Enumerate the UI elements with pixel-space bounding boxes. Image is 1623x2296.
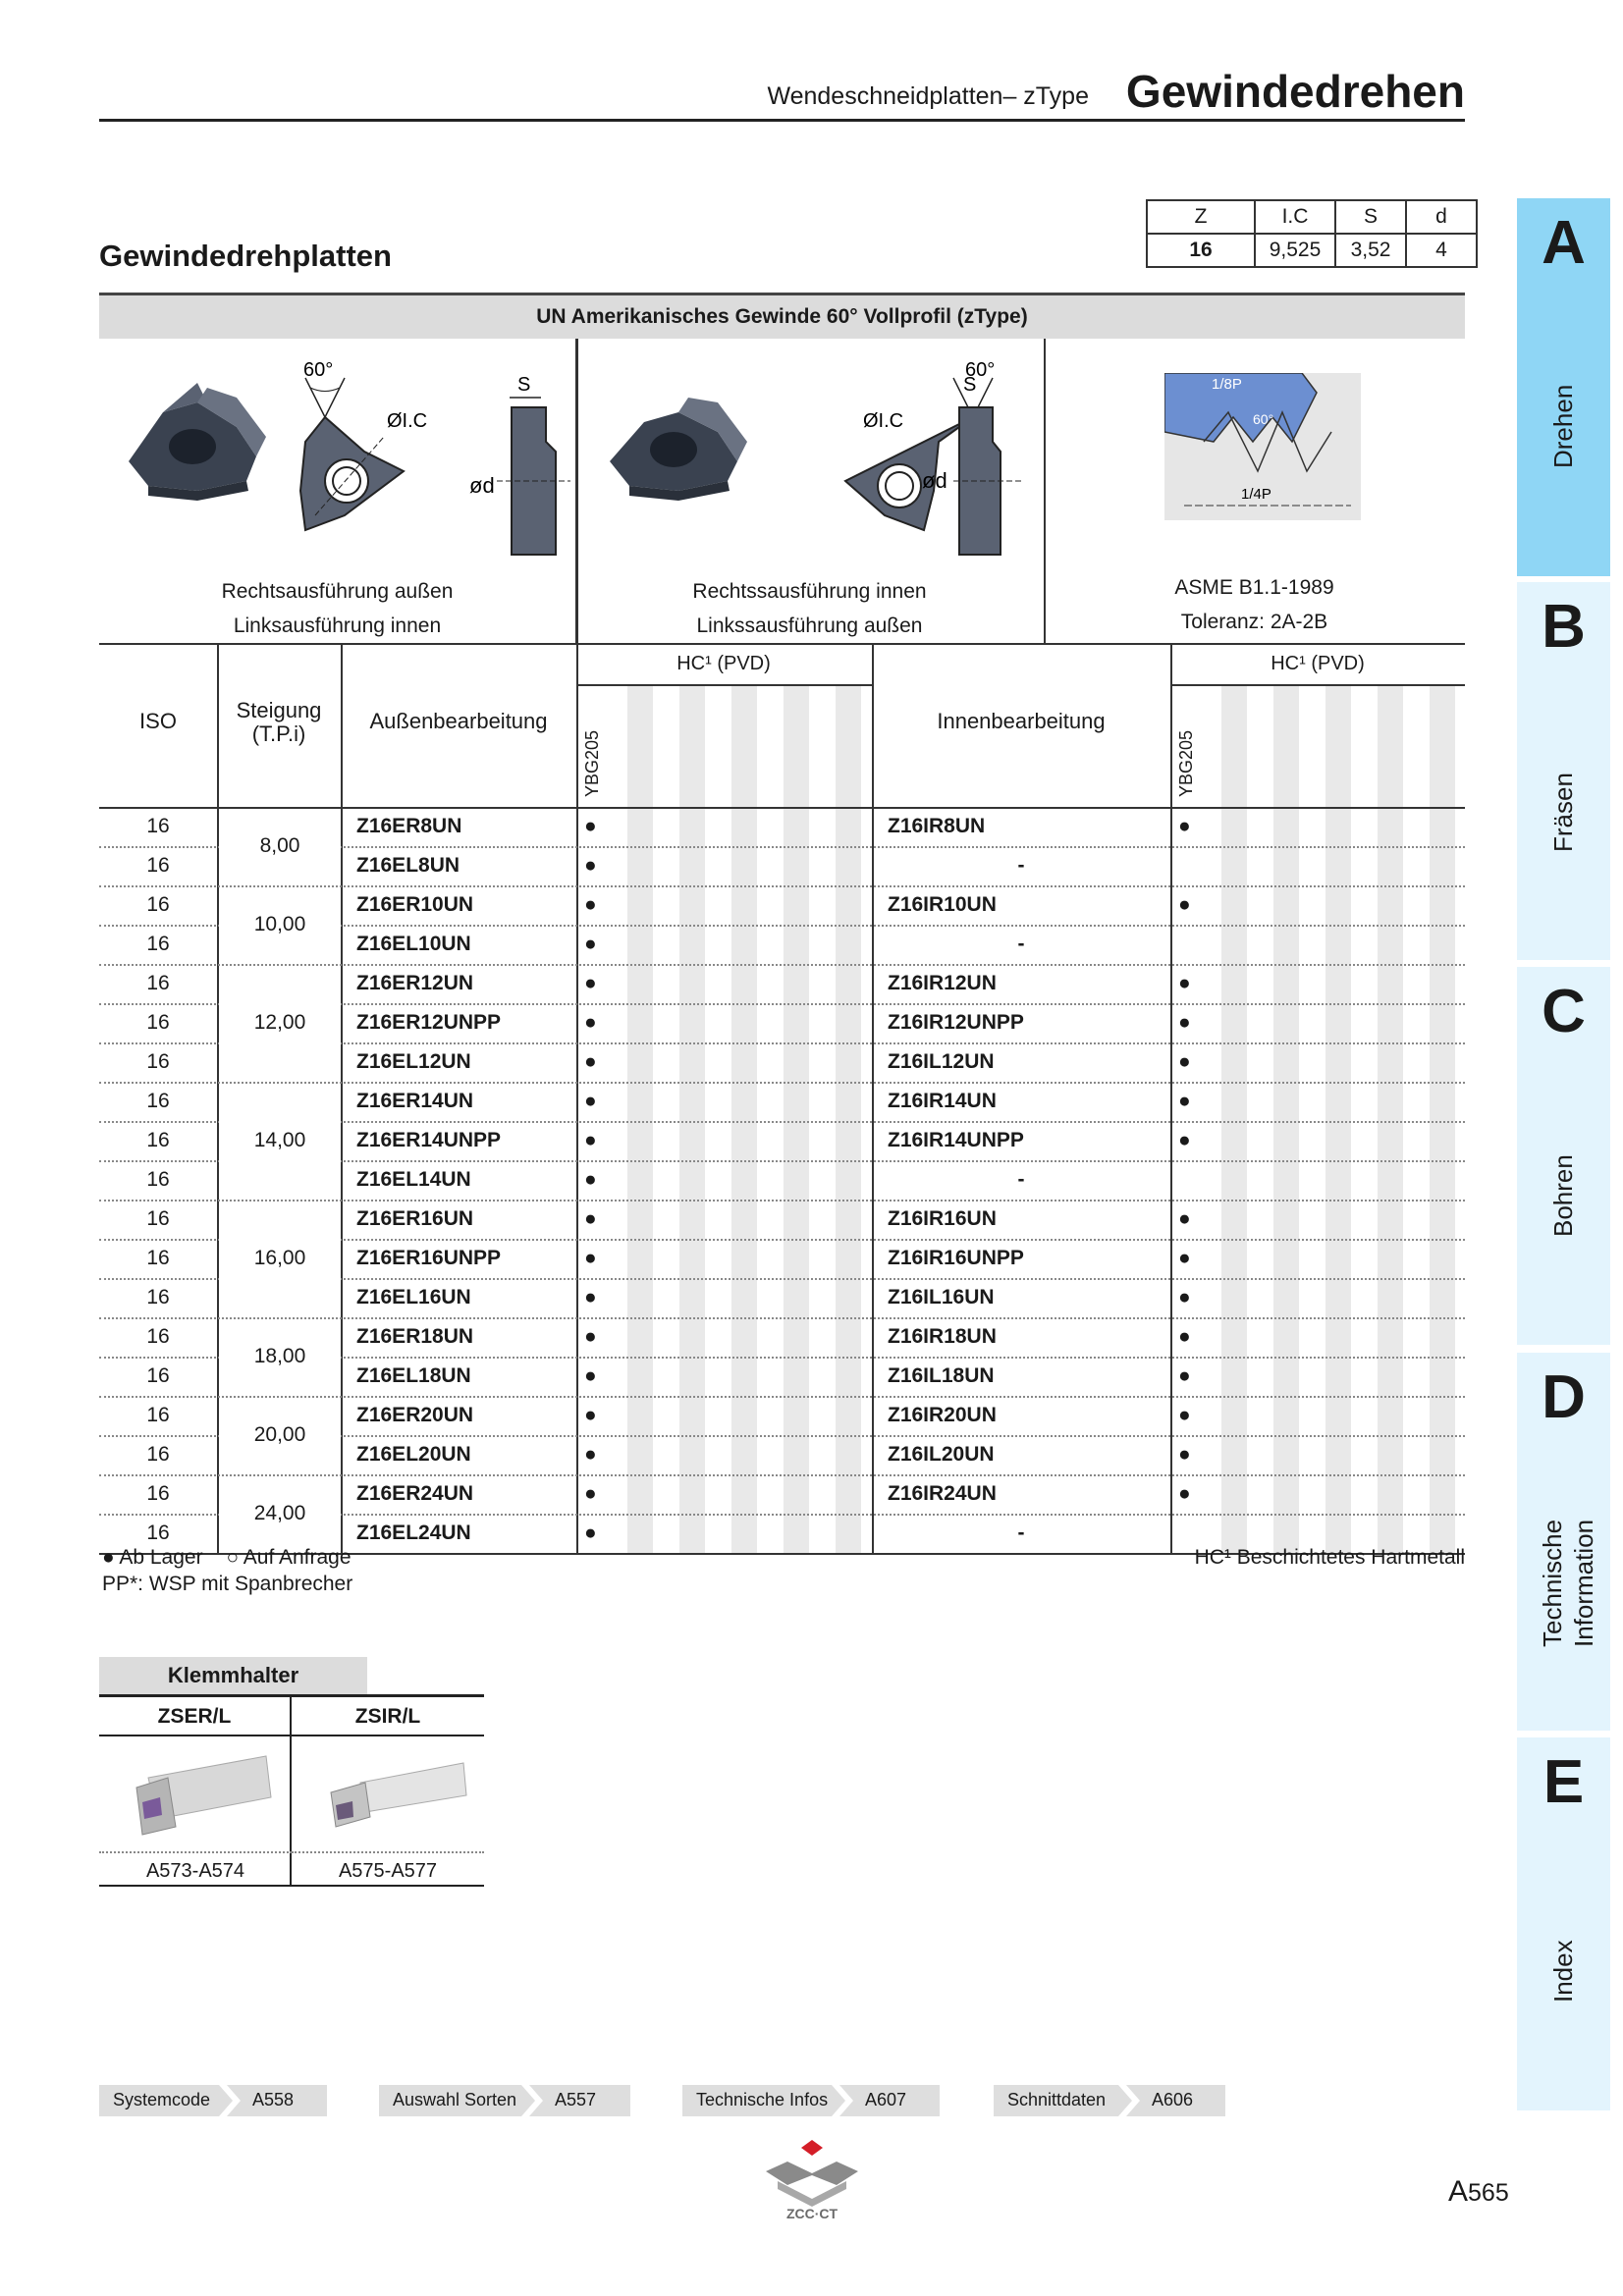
tab-technische[interactable] (1517, 1353, 1610, 1731)
caption-line: Linkssausführung außen (696, 614, 923, 637)
nav-label: Auswahl Sorten (393, 2090, 517, 2109)
caption-line: Rechtssausführung innen (692, 580, 927, 603)
tab-letter: B (1542, 593, 1586, 661)
nav-ref: A557 (555, 2090, 597, 2109)
tab-frsen[interactable] (1517, 582, 1610, 960)
iso-cell: 16 (146, 933, 170, 955)
caption-line: ASME B1.1-1989 (1174, 576, 1334, 599)
header-steigung-line: (T.P.i) (251, 721, 306, 746)
external-code-cell: Z16EL20UN (356, 1443, 471, 1466)
stock-mark: ● (584, 1404, 597, 1426)
stock-mark: ● (1178, 1247, 1191, 1269)
header-subtitle: Wendeschneidplatten– zType (767, 82, 1089, 110)
iso-cell: 16 (146, 1050, 170, 1073)
internal-code-cell: - (1017, 933, 1025, 955)
external-code-cell: Z16ER12UN (356, 972, 474, 994)
stock-mark: ● (584, 972, 597, 994)
pitch-cell: 14,00 (253, 1129, 306, 1151)
chevron-right-icon (832, 2085, 857, 2116)
page-header (99, 57, 1465, 122)
stock-mark: ● (584, 1168, 597, 1191)
chevron-right-icon (1118, 2085, 1144, 2116)
stock-mark: ● (1178, 815, 1191, 837)
iso-cell: 16 (146, 1168, 170, 1191)
stock-mark (1178, 925, 1208, 964)
spec-table (1146, 199, 1478, 268)
tab-label: Fräsen (1548, 773, 1578, 852)
svg-text:S: S (963, 374, 977, 396)
section-title: Gewindedrehplatten (99, 239, 392, 273)
iso-cell: 16 (146, 854, 170, 877)
spec-header-d: d (1406, 200, 1477, 234)
iso-cell: 16 (146, 1443, 170, 1466)
header-hc-right: HC¹ (PVD) (1271, 653, 1365, 674)
pitch-cell: 24,00 (253, 1502, 306, 1524)
caption-line: Linksausführung innen (233, 614, 442, 637)
hc-underline (1170, 684, 1465, 686)
external-code-cell: Z16EL18UN (356, 1364, 471, 1387)
pitch-cell: 18,00 (253, 1345, 306, 1367)
nav-label: Schnittdaten (1007, 2090, 1107, 2109)
chevron-right-icon (219, 2085, 244, 2116)
internal-code-cell: Z16IR24UN (888, 1482, 997, 1505)
iso-cell: 16 (146, 1129, 170, 1151)
nav-label: Systemcode (113, 2090, 211, 2109)
stock-mark: ● (584, 815, 597, 837)
external-code-cell: Z16ER24UN (356, 1482, 474, 1505)
product-table (99, 645, 1465, 1553)
holder-name: ZSER/L (99, 1697, 290, 1736)
external-code-cell: Z16ER20UN (356, 1404, 474, 1426)
stock-mark: ● (584, 1011, 597, 1034)
external-code-cell: Z16ER14UN (356, 1090, 474, 1112)
caption-line: Toleranz: 2A-2B (1180, 611, 1328, 633)
stock-mark: ● (1178, 1404, 1191, 1426)
internal-code-cell: - (1017, 854, 1025, 877)
tab-label (1537, 1520, 1599, 1647)
tab-bohren[interactable] (1517, 967, 1610, 1345)
nav-link-auswahlsorten[interactable] (379, 2085, 630, 2116)
iso-cell: 16 (146, 1011, 170, 1034)
internal-code-cell: Z16IL20UN (888, 1443, 995, 1466)
internal-code-cell: Z16IR14UNPP (888, 1129, 1024, 1151)
svg-text:S: S (517, 374, 531, 396)
stock-mark: ● (584, 854, 597, 877)
page-number (1448, 2175, 1509, 2209)
insert-side-view-middle (953, 344, 1032, 560)
internal-code-cell: Z16IR20UN (888, 1404, 997, 1426)
nav-ref: A607 (865, 2090, 907, 2109)
spec-value-d: 4 (1406, 234, 1477, 267)
grade-label-right: YBG205 (1176, 729, 1196, 797)
caption-middle (575, 574, 1044, 643)
nav-ref: A558 (252, 2090, 295, 2109)
svg-text:ØI.C: ØI.C (863, 410, 904, 432)
insert-3d-icon (129, 383, 266, 501)
svg-text:60°: 60° (303, 359, 334, 381)
spec-value-ic: 9,525 (1255, 234, 1335, 267)
holder-zser-image (129, 1748, 276, 1842)
stock-mark: ● (584, 1129, 597, 1151)
nav-link-technischeinfos[interactable] (682, 2085, 940, 2116)
tab-drehen[interactable] (1517, 198, 1610, 576)
external-code-cell: Z16EL24UN (356, 1522, 471, 1544)
header-hc-left: HC¹ (PVD) (676, 653, 771, 674)
grade-label-left: YBG205 (582, 729, 602, 797)
stock-mark: ● (1178, 1286, 1191, 1308)
external-code-cell: Z16ER16UN (356, 1207, 474, 1230)
stock-mark: ● (1178, 972, 1191, 994)
internal-code-cell: Z16IL16UN (888, 1286, 995, 1308)
external-code-cell: Z16ER8UN (356, 815, 462, 837)
svg-text:ød: ød (469, 473, 495, 498)
stock-mark: ● (584, 1050, 597, 1073)
stock-mark: ● (1178, 1443, 1191, 1466)
stock-mark: ● (1178, 1207, 1191, 1230)
pitch-cell: 8,00 (259, 834, 300, 857)
page-number-value: 565 (1468, 2179, 1509, 2207)
stock-mark: ● (1178, 1090, 1191, 1112)
insert-side-view (469, 374, 570, 555)
svg-text:ød: ød (922, 468, 947, 493)
stock-mark: ● (584, 1286, 597, 1308)
caption-line: Rechtsausführung außen (221, 580, 454, 603)
insert-3d-icon (610, 398, 747, 501)
chevron-right-icon (521, 2085, 547, 2116)
iso-cell: 16 (146, 1522, 170, 1544)
holder-name: ZSIR/L (292, 1697, 484, 1736)
stock-mark: ● (1178, 1364, 1191, 1387)
klemmhalter-table (99, 1694, 484, 1887)
internal-code-cell: Z16IR16UNPP (888, 1247, 1024, 1269)
klemmhalter-title: Klemmhalter (99, 1657, 367, 1694)
svg-text:60°: 60° (1253, 411, 1274, 427)
header-aussen: Außenbearbeitung (369, 709, 548, 733)
pitch-cell: 10,00 (253, 913, 306, 935)
header-innen: Innenbearbeitung (937, 709, 1106, 733)
tab-index[interactable] (1517, 1737, 1610, 2110)
tab-label: Bohren (1548, 1154, 1578, 1237)
internal-code-cell: Z16IL18UN (888, 1364, 995, 1387)
spec-header-z: Z (1147, 200, 1255, 234)
stock-mark: ● (584, 1090, 597, 1112)
tab-letter: D (1542, 1363, 1586, 1431)
external-code-cell: Z16EL8UN (356, 854, 460, 877)
header-iso: ISO (139, 709, 177, 733)
spec-value-z: 16 (1147, 234, 1255, 267)
caption-right (1044, 570, 1465, 639)
tab-label-line: Information (1569, 1519, 1598, 1647)
nav-link-schnittdaten[interactable] (994, 2085, 1225, 2116)
stock-mark: ● (584, 1482, 597, 1505)
iso-cell: 16 (146, 1364, 170, 1387)
external-code-cell: Z16ER12UNPP (356, 1011, 502, 1034)
svg-text:1/4P: 1/4P (1241, 486, 1271, 503)
internal-code-cell: - (1017, 1522, 1025, 1544)
holder-col-zser (99, 1697, 292, 1887)
zcc-ct-logo (758, 2140, 866, 2223)
internal-code-cell: Z16IR18UN (888, 1325, 997, 1348)
iso-cell: 16 (146, 1090, 170, 1112)
tab-label: Drehen (1548, 384, 1578, 468)
external-code-cell: Z16EL16UN (356, 1286, 471, 1308)
stock-mark: ● (1178, 1050, 1191, 1073)
external-code-cell: Z16EL12UN (356, 1050, 471, 1073)
internal-code-cell: Z16IR14UN (888, 1090, 997, 1112)
header-steigung (217, 699, 341, 746)
stock-mark: ● (584, 1207, 597, 1230)
svg-text:ØI.C: ØI.C (387, 410, 428, 432)
header-title: Gewindedrehen (1125, 66, 1465, 117)
internal-code-cell: Z16IR10UN (888, 893, 997, 916)
caption-left (99, 574, 575, 643)
holder-ref[interactable]: A573-A574 (99, 1851, 292, 1887)
holder-zsir-image (321, 1748, 468, 1842)
tab-letter: C (1542, 978, 1586, 1045)
legend-request: ○ Auf Anfrage (226, 1546, 352, 1569)
header-steigung-line: Steigung (236, 698, 322, 722)
tab-label: Index (1548, 1940, 1578, 2002)
stock-mark: ● (584, 933, 597, 955)
svg-text:ZCC·CT: ZCC·CT (785, 2206, 839, 2221)
legend-availability (102, 1546, 352, 1570)
external-code-cell: Z16ER10UN (356, 893, 474, 916)
external-code-cell: Z16ER18UN (356, 1325, 474, 1348)
tab-letter: E (1542, 1748, 1585, 1816)
stock-mark: ● (584, 893, 597, 916)
spec-header-s: S (1335, 200, 1406, 234)
holder-ref[interactable]: A575-A577 (292, 1851, 484, 1887)
svg-text:1/8P: 1/8P (1212, 376, 1242, 393)
pitch-cell: 16,00 (253, 1247, 306, 1269)
legend-stock: ● Ab Lager (102, 1546, 203, 1569)
external-code-cell: Z16ER16UNPP (356, 1247, 502, 1269)
internal-code-cell: - (1017, 1168, 1025, 1191)
nav-ref: A606 (1152, 2090, 1194, 2109)
tab-letter: A (1542, 209, 1586, 277)
insert-external-illustration (109, 344, 570, 560)
page-prefix: A (1448, 2175, 1469, 2208)
stock-mark: ● (1178, 1482, 1191, 1505)
d-label-middle (922, 466, 961, 496)
legend-hc: HC¹ Beschichtetes Hartmetall (1194, 1546, 1465, 1569)
stock-mark: ● (1178, 1325, 1191, 1348)
stock-mark: ● (584, 1364, 597, 1387)
diagram-row (99, 339, 1465, 645)
thread-profile-diagram (1164, 373, 1361, 520)
stock-mark: ● (584, 1443, 597, 1466)
external-code-cell: Z16ER14UNPP (356, 1129, 502, 1151)
pitch-cell: 20,00 (253, 1423, 306, 1446)
stock-mark (1178, 846, 1208, 885)
legend-pp: PP*: WSP mit Spanbrecher (102, 1573, 353, 1595)
pitch-cell: 12,00 (253, 1011, 306, 1034)
internal-code-cell: Z16IR16UN (888, 1207, 997, 1230)
holder-col-zsir (292, 1697, 484, 1887)
stock-mark: ● (1178, 1129, 1191, 1151)
spec-value-s: 3,52 (1335, 234, 1406, 267)
external-code-cell: Z16EL14UN (356, 1168, 471, 1191)
stock-mark: ● (584, 1247, 597, 1269)
internal-code-cell: Z16IR12UN (888, 972, 997, 994)
stock-mark: ● (1178, 1011, 1191, 1034)
iso-cell: 16 (146, 1247, 170, 1269)
stock-mark: ● (584, 1325, 597, 1348)
tab-label-line: Technische (1538, 1519, 1567, 1647)
internal-code-cell: Z16IR8UN (888, 815, 986, 837)
stock-mark: ● (584, 1522, 597, 1544)
iso-cell: 16 (146, 815, 170, 837)
nav-label: Technische Infos (696, 2090, 829, 2109)
external-code-cell: Z16EL10UN (356, 933, 471, 955)
nav-link-systemcode[interactable] (99, 2085, 327, 2116)
band-title: UN Amerikanisches Gewinde 60° Vollprofil (zType) (99, 293, 1465, 339)
svg-text:60°: 60° (965, 359, 996, 381)
insert-front-view (300, 359, 427, 530)
iso-cell: 16 (146, 1207, 170, 1230)
iso-cell: 16 (146, 972, 170, 994)
iso-cell: 16 (146, 893, 170, 916)
internal-code-cell: Z16IR12UNPP (888, 1011, 1024, 1034)
spec-header-ic: I.C (1255, 200, 1335, 234)
stock-mark (1178, 1160, 1208, 1200)
internal-code-cell: Z16IL12UN (888, 1050, 995, 1073)
stock-mark: ● (1178, 893, 1191, 916)
hc-underline (576, 684, 872, 686)
iso-cell: 16 (146, 1286, 170, 1308)
iso-cell: 16 (146, 1325, 170, 1348)
iso-cell: 16 (146, 1404, 170, 1426)
iso-cell: 16 (146, 1482, 170, 1505)
